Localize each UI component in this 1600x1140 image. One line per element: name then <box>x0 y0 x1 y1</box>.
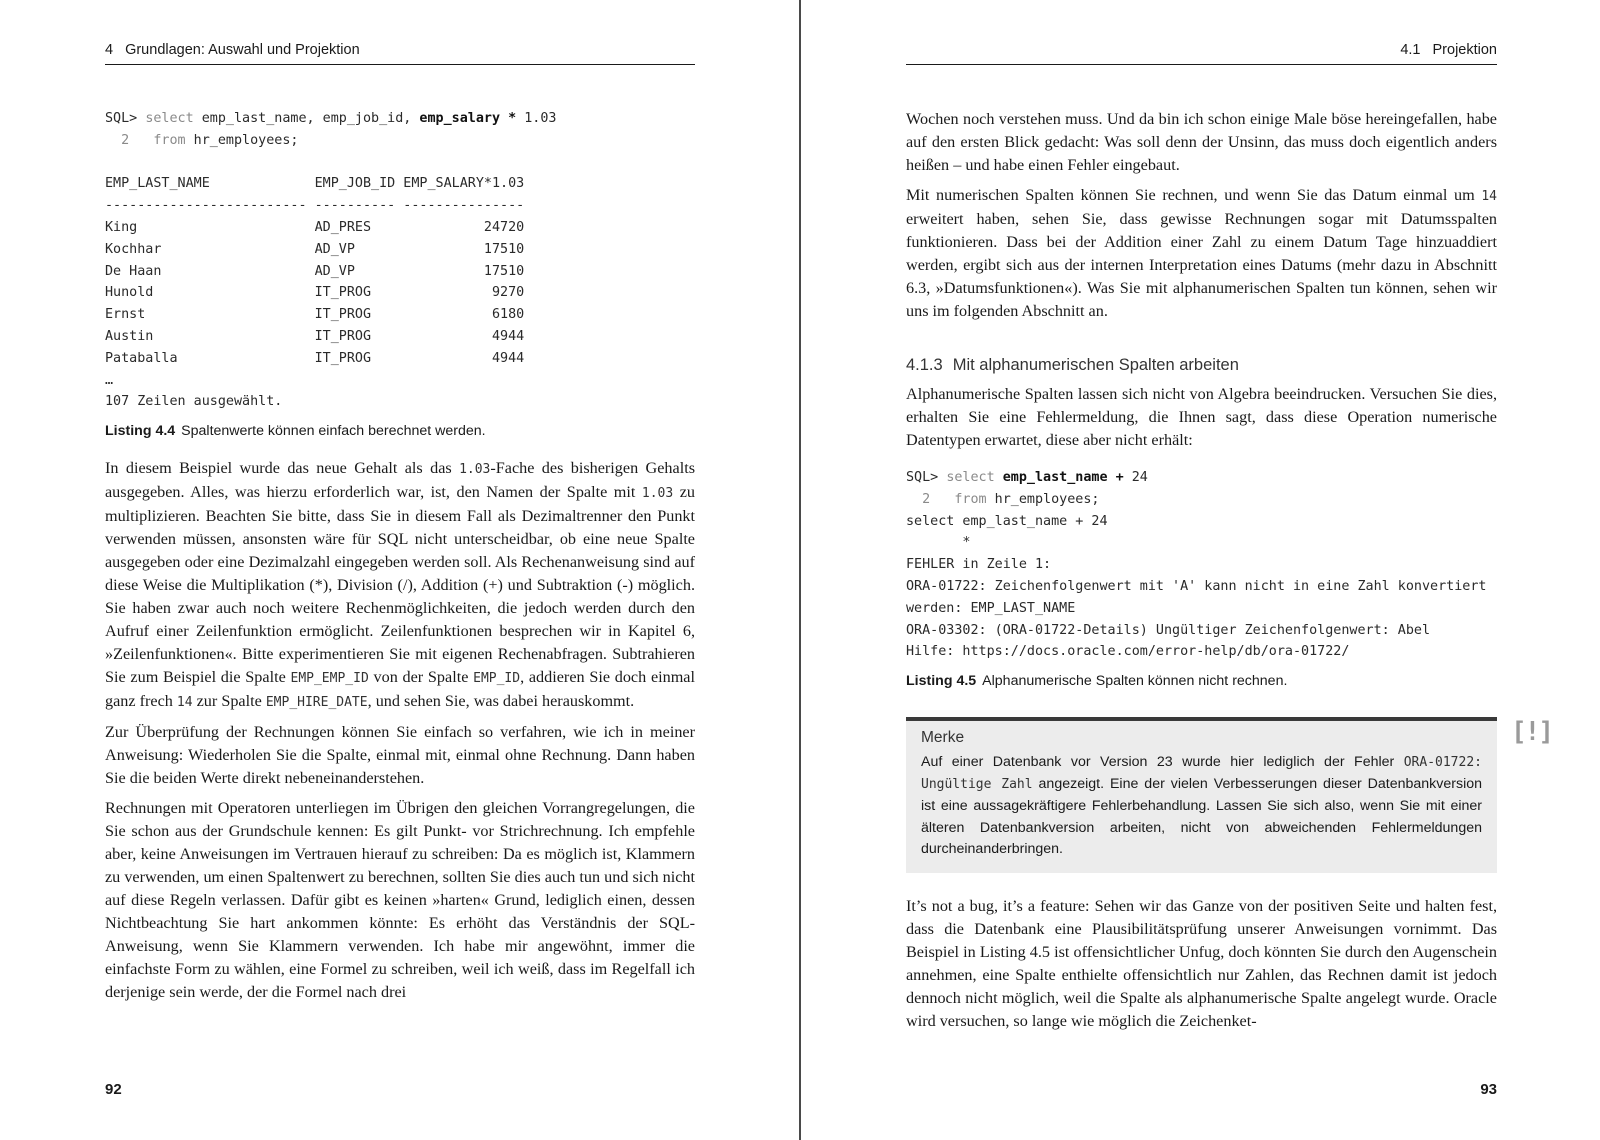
inline-code: 14 <box>1481 189 1497 204</box>
line-number: 2 <box>906 491 955 507</box>
caption-label: Listing 4.4 <box>105 423 176 440</box>
line-number: 2 <box>105 132 154 148</box>
code-text: hr_employees; <box>185 132 299 148</box>
section-heading-title: Mit alphanumerischen Spalten arbeiten <box>952 356 1239 374</box>
code-keyword: from <box>954 491 987 507</box>
code-text: 24 <box>1131 470 1148 485</box>
paragraph: Mit numerischen Spalten können Sie rechnen, und wenn Sie das Datum einmal um 14 erweitert haben, sehen Sie, dass gewisse Rechnungen sogar mit Datumsspalten funktionieren. Dass bei der Addition einer Zahl zu einem Datum Tage hinzuaddiert werden, ergibt sich aus der internen Interpretation eines Datums (mehr dazu in Abschnitt 6.3, »Datumsfunktionen«). Was Sie mit alphanumerischen Spalten tun können, sehen wir uns im folgenden Abschnitt an. <box>906 186 1497 320</box>
section-heading <box>906 356 1497 375</box>
listing-caption <box>105 423 695 439</box>
running-head-left <box>105 42 695 65</box>
note-title: Merke <box>921 729 965 747</box>
section-heading-number: 4.1.3 <box>906 356 943 374</box>
page-number: 93 <box>1480 1081 1497 1098</box>
code-text: hr_employees; <box>986 491 1100 507</box>
spine-divider <box>799 0 801 1140</box>
page-number: 92 <box>105 1081 122 1098</box>
inline-code: EMP_HIRE_DATE <box>265 695 368 711</box>
sql-prompt: SQL> <box>906 470 947 485</box>
inline-code: 1.03 <box>641 486 674 502</box>
code-keyword: select <box>946 470 995 485</box>
inline-code: ORA-01722: Ungültige Zahl <box>921 755 1482 792</box>
right-page-body <box>906 108 1552 1040</box>
section-title: Projektion <box>1432 42 1497 58</box>
inline-code: EMP_ID <box>473 671 521 687</box>
listing-4-5-code <box>906 467 1497 663</box>
caption-label: Listing 4.5 <box>906 673 977 690</box>
listing-caption <box>906 673 1497 689</box>
paragraph: In diesem Beispiel wurde das neue Gehalt als das 1.03-Fache des bisherigen Gehalts ausgegeben. Alles, was hierzu erforderlich war, ist, den Namen der Spalte mit 1.03 zu multiplizieren. Beachten Sie bitte, dass Sie in diesem Fall als Dezimaltrenner den Punkt verwenden müssen, ansonsten wäre für SQL nicht unterscheidbar, ob eine neue Spalte ausgegeben oder eine Dezimalzahl eingegeben werden soll. Als Rechenanweisung sind auf diese Weise die Multiplikation (*), Division (/), Addition (+) und Subtraktion (-) möglich. Sie haben zwar auch noch weitere Rechenmöglichkeiten, die jedoch werden durch den Aufruf einer Zeilenfunktion ermöglicht. Zeilenfunktionen besprechen wir in Kapitel 6, »Zeilenfunktionen«. Bitte experimentieren Sie mit eigenen Rechenabfragen. Subtrahieren Sie zum Beispiel die Spalte EMP_EMP_ID von der Spalte EMP_ID, addieren Sie doch einmal ganz frech 14 zur Spalte EMP_HIRE_DATE, und sehen Sie, was dabei herauskommt. <box>105 459 695 711</box>
caption-text: Alphanumerische Spalten können nicht rechnen. <box>982 673 1288 690</box>
caption-text: Spaltenwerte können einfach berechnet werden. <box>181 423 486 440</box>
attention-icon: [!] <box>1511 717 1552 748</box>
right-page <box>906 0 1552 1140</box>
note-text: Auf einer Datenbank vor Version 23 wurde hier lediglich der Fehler ORA-01722: Ungültige Zahl angezeigt. Eine der vielen Verbesserungen dieser Datenbankversion ist eine aussagekräftigere Fehlerbehandlung. Lassen Sie sich also, wenn Sie mit einer älteren Datenbankversion arbeiten, nicht von abweichenden Fehlermeldungen durcheinanderbringen. <box>921 754 1482 858</box>
code-keyword: select <box>145 111 194 126</box>
code-text: 1.03 <box>524 111 557 126</box>
listing-4-4-code <box>105 108 695 413</box>
paragraph: Rechnungen mit Operatoren unterliegen im Übrigen den gleichen Vorrangregelungen, die Sie schon aus der Grundschule kennen: Es gilt Punkt- vor Strichrechnung. Ich empfehle aber, keine Anweisungen im Vertrauen hierauf zu schreiben: Da es möglich ist, Klammern zu verwenden, um einen Spaltenwert zu berechnen, sollten Sie dies auch tun und sich nicht auf diese Regeln verlassen. Dafür gibt es keinen »harten« Grund, lediglich einen, dessen Nichtbeachtung Sie hart ankommen könnte: Es erhöht das Verständnis der SQL-Anweisung, wenn Sie Klammern verwenden. Ich habe mir angewöhnt, immer die einfachste Form zu wählen, eine Formel zu schreiben, weil ich weiß, dass im Regelfall ich derjenige sein werde, der die Formel nach drei <box>105 799 695 1002</box>
sql-prompt: SQL> <box>105 111 146 126</box>
query-result-table: EMP_LAST_NAME EMP_JOB_ID EMP_SALARY*1.03 ------------------------- ---------- --------------- King AD_PRES 24720 Kochhar AD_VP 17510 De Haan AD_VP 17510 Hunold IT_PROG 9270 Ernst IT_PROG 6180 Austin IT_PROG 4944 Pataballa IT_PROG 4944 … 107 Zeilen ausgewählt. <box>105 176 525 410</box>
code-text: emp_last_name, emp_job_id, <box>193 111 420 126</box>
code-bold: emp_salary * <box>419 111 525 126</box>
merke-note-box <box>906 717 1552 873</box>
chapter-title: Grundlagen: Auswahl und Projektion <box>125 42 360 58</box>
code-bold: emp_last_name + <box>994 470 1132 485</box>
inline-code: 1.03 <box>459 462 491 478</box>
section-number: 4.1 <box>1400 42 1421 58</box>
paragraph: Zur Überprüfung der Rechnungen können Sie einfach so verfahren, wie ich in meiner Anweisung: Wiederholen Sie die Spalte, einmal mit, einmal ohne Rechnung. Dann haben Sie die beiden Werte direkt nebeneinanderstehen. <box>105 723 695 788</box>
code-keyword: from <box>153 132 186 148</box>
paragraph: Alphanumerische Spalten lassen sich nicht von Algebra beeindrucken. Versuchen Sie dies, erhalten Sie eine Fehlermeldung, die Ihnen sagt, dass diese Operation numerische Datentypen erwartet, diese aber nicht erhält: <box>906 385 1497 449</box>
inline-code: 14 <box>176 695 193 711</box>
paragraph: Wochen noch verstehen muss. Und da bin ich schon einige Male böse hereingefallen, habe auf den ersten Blick gedacht: Was soll denn der Unsinn, das muss doch eigentlich anders heißen – und habe einen Fehler eingebaut. <box>906 110 1497 174</box>
paragraph: It’s not a bug, it’s a feature: Sehen wir das Ganze von der positiven Seite und halten fest, dass die Datenbank eine Plausibilitätsprüfung unserer Anweisungen vornimmt. Das Beispiel in Listing 4.5 ist offensichtlicher Unfug, doch könnten Sie durch den Augenschein annehmen, eine Spalte enthielte offensichtlich nur Zahlen, das Rechnen damit ist jedoch dennoch nicht möglich, weil die Spalte als alphanumerische Spalte angelegt wurde. Oracle wird versuchen, so lange wie möglich die Zeichenket- <box>906 897 1497 1031</box>
running-head-right <box>906 42 1497 65</box>
inline-code: EMP_EMP_ID <box>290 671 369 687</box>
left-page-body <box>105 108 695 1011</box>
chapter-number: 4 <box>105 42 114 58</box>
left-page <box>105 0 695 1140</box>
error-output: select emp_last_name + 24 * FEHLER in Zeile 1: ORA-01722: Zeichenfolgenwert mit 'A' kann nicht in eine Zahl konvertiert werden: EMP_LAST_NAME ORA-03302: (ORA-01722-Details) Ungültiger Zeichenfolgenwert: Abel Hilfe: https://docs.oracle.com/error-help/db/ora-01722/ <box>906 513 1487 660</box>
